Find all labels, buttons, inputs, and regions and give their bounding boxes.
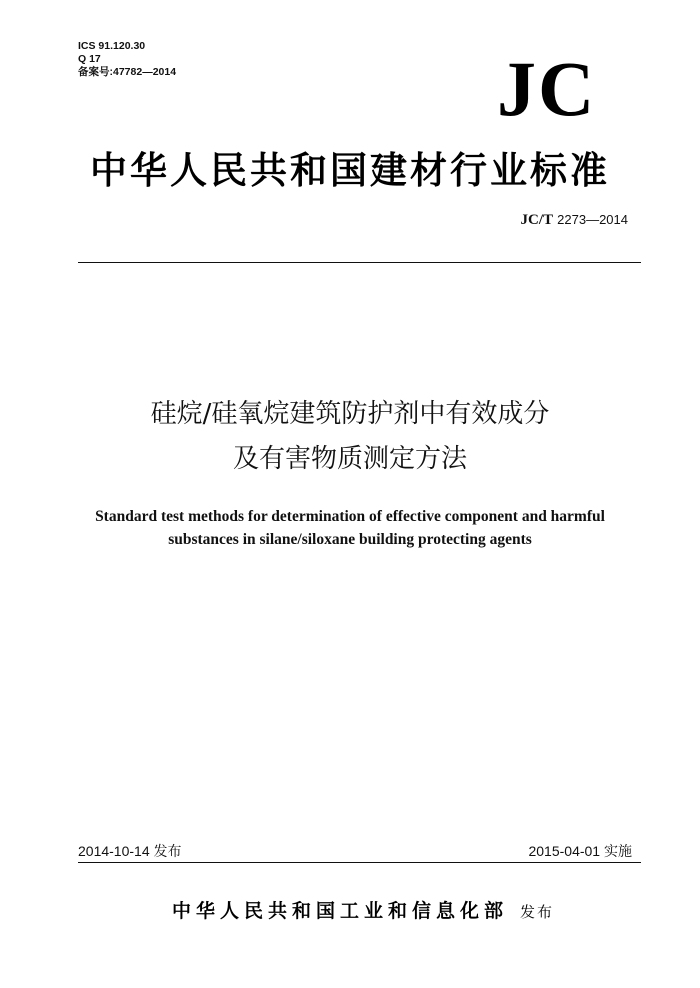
jc-logo: JC	[497, 45, 597, 132]
issuing-authority	[172, 896, 554, 923]
standard-number	[521, 212, 629, 229]
ccs-code: Q 17	[78, 53, 101, 65]
english-title-line-1: Standard test methods for determination of effective component and harmful	[95, 508, 605, 525]
chinese-title-line-2: 及有害物质测定方法	[232, 444, 467, 474]
chinese-title	[60, 392, 640, 482]
classification-codes	[78, 40, 176, 79]
record-number: 备案号:47782—2014	[78, 66, 177, 78]
footer-divider	[78, 862, 641, 863]
ics-code: ICS 91.120.30	[78, 40, 146, 52]
standard-prefix: JC/T	[520, 212, 554, 228]
organization-title: 中华人民共和国建材行业标准	[90, 149, 610, 192]
chinese-title-line-1: 硅烷/硅氧烷建筑防护剂中有效成分	[150, 399, 550, 429]
english-title	[40, 505, 660, 551]
standard-code: 2273—2014	[557, 212, 628, 227]
issuer-action: 发布	[520, 903, 555, 921]
header-divider	[78, 262, 641, 263]
publish-date: 2014-10-14 发布	[78, 843, 182, 859]
implement-date: 2015-04-01 实施	[528, 843, 632, 859]
issuer-name: 中华人民共和国工业和信息化部	[172, 900, 509, 922]
english-title-line-2: substances in silane/siloxane building protecting agents	[168, 531, 532, 548]
